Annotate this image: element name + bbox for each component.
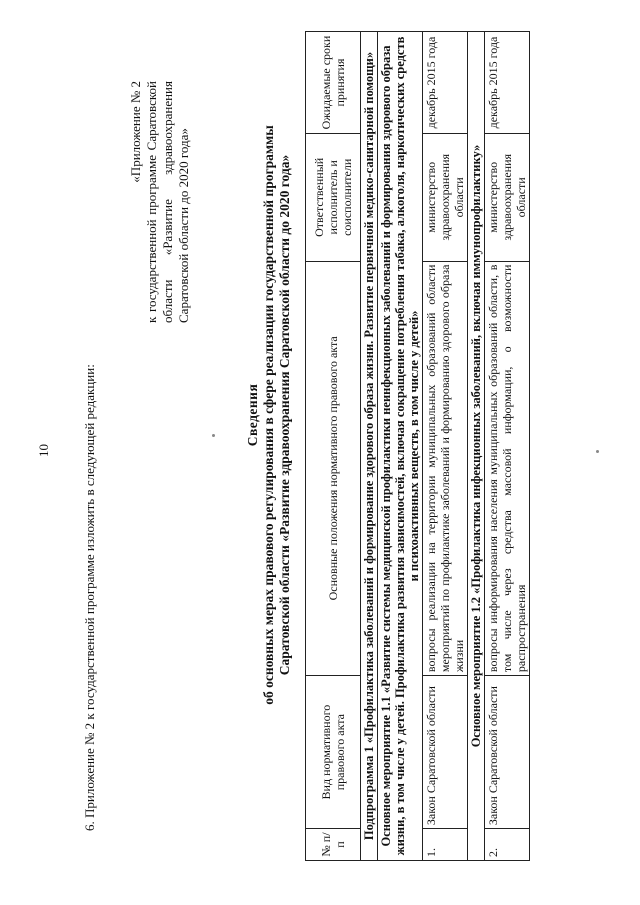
column-header-type: Вид нормативного правового акта xyxy=(306,676,361,829)
appendix-text: к государственной программе Саратовской области «Развитие здравоохранения Саратовской области до 2020 года» xyxy=(144,81,191,323)
table-row xyxy=(423,32,468,861)
act-content: вопросы реализации на территории муниципальных образований области мероприятий по профилактике заболеваний и формированию здорового образа жизни xyxy=(423,261,468,676)
subprogram-row xyxy=(361,32,378,861)
act-type: Закон Саратовской области xyxy=(423,676,468,829)
measure-1-2-title: Основное мероприятие 1.2 «Профилактика инфекционных заболеваний, включая иммунопрофилактику» xyxy=(468,32,485,861)
appendix-block xyxy=(128,81,192,323)
act-content: вопросы информирования населения муниципальных образований области, в том числе через средства массовой информации, о возможности распространения xyxy=(485,261,530,676)
column-header-num: № п/п xyxy=(306,829,361,861)
row-number: 2. xyxy=(485,829,530,861)
column-header-deadline: Ожидаемые сроки принятия xyxy=(306,32,361,134)
page-number: 10 xyxy=(36,444,51,457)
document-heading xyxy=(245,65,293,765)
intro-text: 6. Приложение № 2 к государственной программе изложить в следующей редакции: xyxy=(82,364,97,831)
measure-1-1-title: Основное мероприятие 1.1 «Развитие системы медицинской профилактики неинфекционных заболеваний и формирования здорового образа жизни, в том числе у детей. Профилактика развития зависимостей, включая сокращение потребления табака, алкоголя, наркотических средств и психоактивных веществ, в том числе у детей» xyxy=(378,32,423,861)
act-type: Закон Саратовской области xyxy=(485,676,530,829)
measure-row xyxy=(468,32,485,861)
table-row xyxy=(485,32,530,861)
act-deadline: декабрь 2015 года xyxy=(423,32,468,134)
row-number: 1. xyxy=(423,829,468,861)
heading-line-1: об основных мерах правового регулирования в сфере реализации государственной программы xyxy=(261,125,276,705)
act-executor: министерство здравоохранения области xyxy=(485,134,530,262)
measure-row xyxy=(378,32,423,861)
subprogram-1-title: Подпрограмма 1 «Профилактика заболеваний и формирование здорового образа жизни. Развитие первичной медико-санитарной помощи» xyxy=(361,32,378,861)
act-executor: министерство здравоохранения области xyxy=(423,134,468,262)
heading-title: Сведения xyxy=(245,383,260,447)
column-header-content: Основные положения нормативного правового акта xyxy=(306,261,361,676)
appendix-title: «Приложение № 2 xyxy=(128,81,143,183)
scan-speck xyxy=(212,434,215,437)
table-header-row xyxy=(306,32,361,861)
scan-speck xyxy=(596,450,599,453)
measures-table xyxy=(305,31,530,861)
column-header-executor: Ответственный исполнитель и соисполнители xyxy=(306,134,361,262)
act-deadline: декабрь 2015 года xyxy=(485,32,530,134)
heading-line-2: Саратовской области «Развитие здравоохранения Саратовской области до 2020 года» xyxy=(277,154,292,676)
